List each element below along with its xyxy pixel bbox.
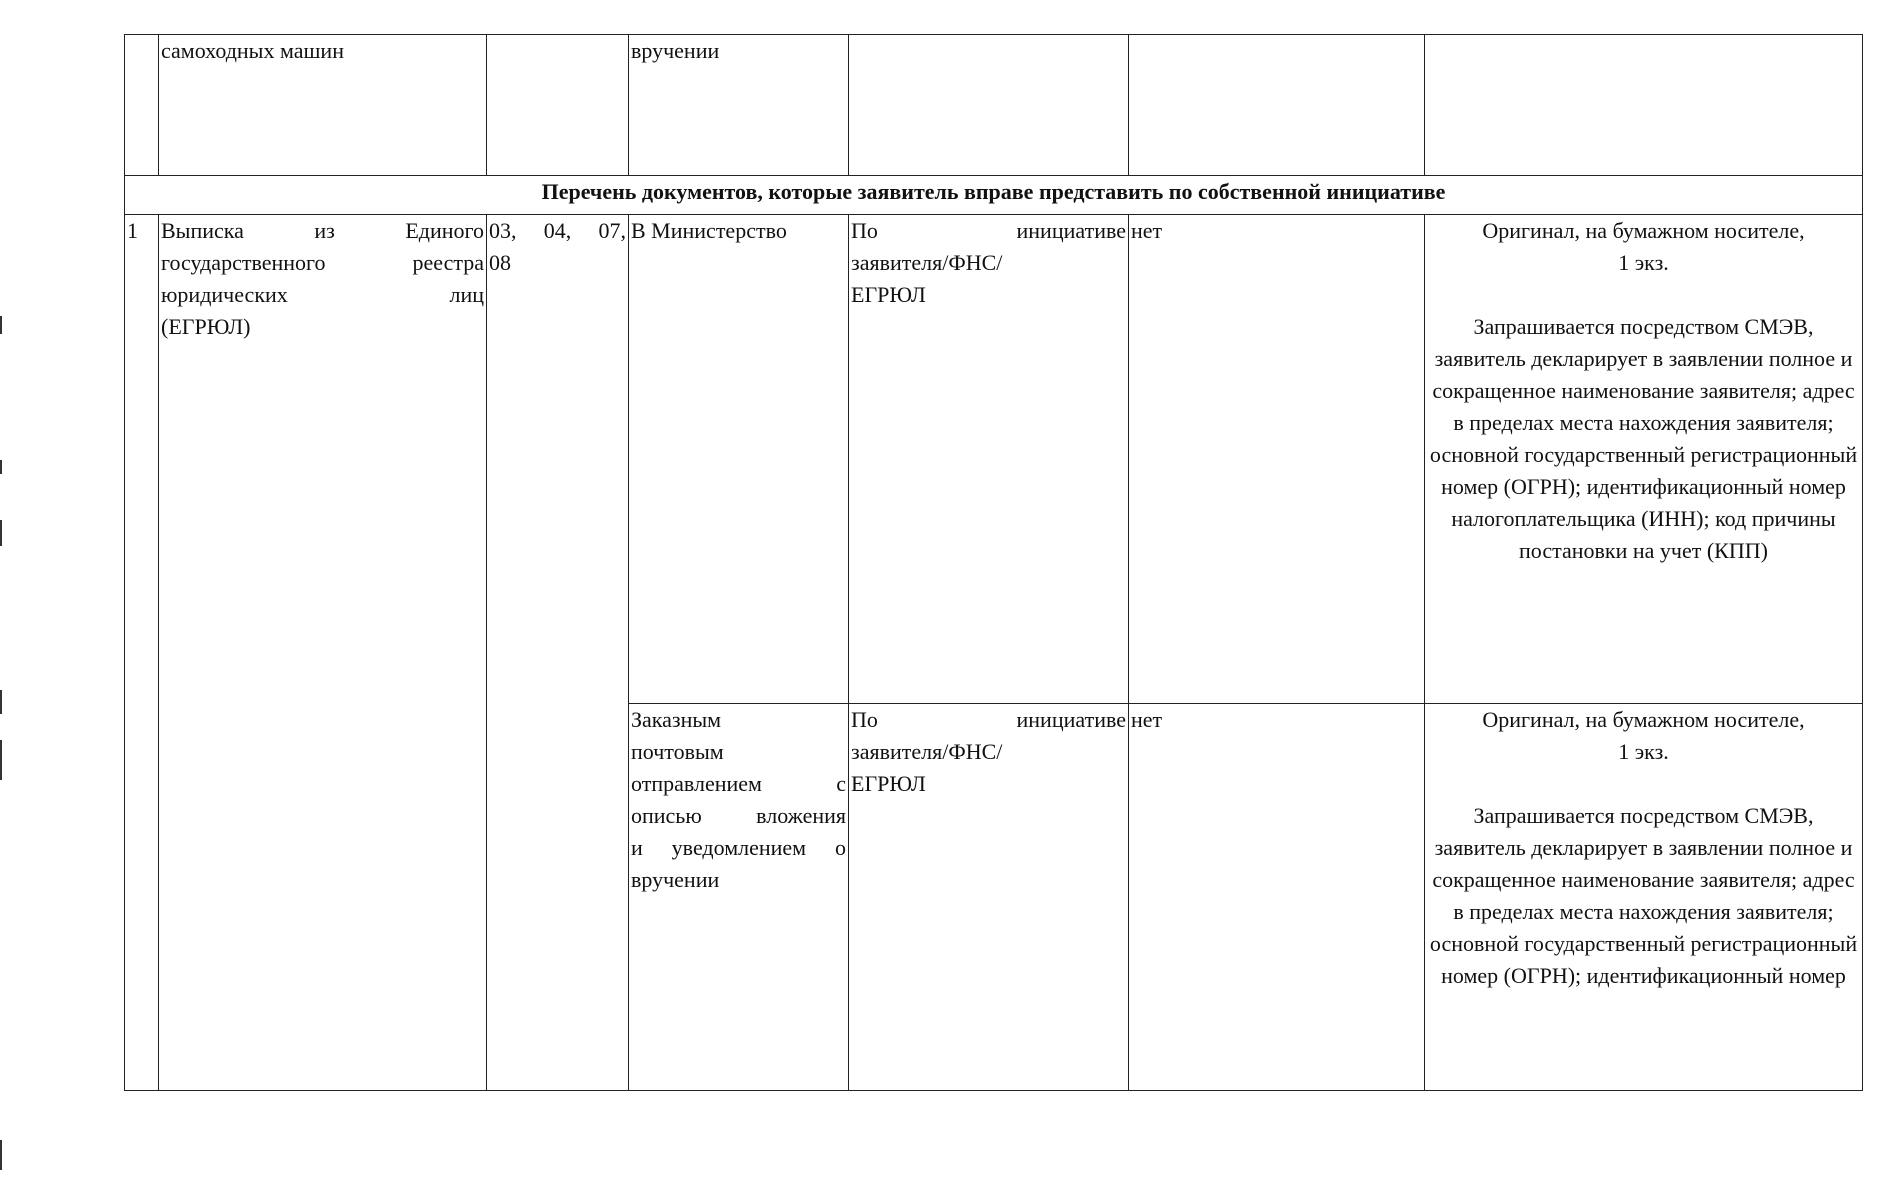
table-row-continued xyxy=(125,35,1863,176)
scan-artifact-mark xyxy=(0,316,2,334)
table-row xyxy=(125,215,1863,704)
cell-source xyxy=(849,704,1129,1091)
doc-name-line: юридических лиц xyxy=(161,282,484,307)
form-note: Запрашивается посредством СМЭВ, заявитель декларирует в заявлении полное и сокращенное наименование заявителя; адрес в пределах места нахождения заявителя; основной государственный регистрационный номер (ОГРН); идентификационный номер налогоплательщика (ИНН); код причины постановки на учет (КПП) xyxy=(1429,314,1858,563)
source-line: заявителя/ФНС/ xyxy=(851,250,1003,275)
form-copies: 1 экз. xyxy=(1618,250,1669,275)
doc-name-line: государственного реестра xyxy=(161,250,484,275)
section-header-row xyxy=(125,176,1863,215)
cell-form xyxy=(1425,704,1863,1091)
cell-flag: нет xyxy=(1129,704,1425,1091)
scan-artifact-mark xyxy=(0,460,2,474)
cell-flag xyxy=(1129,35,1425,176)
cell-codes xyxy=(487,35,629,176)
scan-artifact-mark xyxy=(0,690,2,714)
cell-source xyxy=(849,215,1129,704)
cell-row-number: 1 xyxy=(125,215,159,1091)
form-copies: 1 экз. xyxy=(1618,739,1669,764)
method-line: и уведомлением о xyxy=(631,835,846,860)
cell-doc-name: самоходных машин xyxy=(159,35,487,176)
method-line: вручении xyxy=(631,867,720,892)
cell-num-empty xyxy=(125,35,159,176)
doc-name-line: (ЕГРЮЛ) xyxy=(161,314,251,339)
method-line: Заказным xyxy=(631,707,722,732)
form-note: Запрашивается посредством СМЭВ, заявитель декларирует в заявлении полное и сокращенное наименование заявителя; адрес в пределах места нахождения заявителя; основной государственный регистрационный номер (ОГРН); идентификационный номер xyxy=(1429,803,1858,988)
codes-line: 08 xyxy=(489,250,511,275)
cell-form xyxy=(1425,215,1863,704)
source-line: По инициативе xyxy=(851,218,1126,243)
source-line: ЕГРЮЛ xyxy=(851,282,926,307)
cell-method xyxy=(629,704,849,1091)
cell-method: В Министерство xyxy=(629,215,849,704)
codes-line: 03, 04, 07, xyxy=(489,218,626,243)
cell-doc-name xyxy=(159,215,487,1091)
source-line: По инициативе xyxy=(851,707,1126,732)
cell-method: вручении xyxy=(629,35,849,176)
scan-artifact-mark xyxy=(0,520,2,546)
scan-artifact-mark xyxy=(0,1140,2,1170)
doc-name-line: Выписка из Единого xyxy=(161,218,484,243)
documents-table xyxy=(124,34,1863,1091)
method-line: описью вложения xyxy=(631,803,846,828)
cell-codes xyxy=(487,215,629,1091)
method-line: почтовым xyxy=(631,739,724,764)
source-line: заявителя/ФНС/ xyxy=(851,739,1003,764)
form-line: Оригинал, на бумажном носителе, xyxy=(1482,707,1805,732)
cell-flag: нет xyxy=(1129,215,1425,704)
cell-source xyxy=(849,35,1129,176)
method-line: отправлением с xyxy=(631,771,846,796)
form-line: Оригинал, на бумажном носителе, xyxy=(1482,218,1805,243)
section-title: Перечень документов, которые заявитель вправе представить по собственной инициативе xyxy=(125,176,1863,215)
cell-form xyxy=(1425,35,1863,176)
scan-artifact-mark xyxy=(0,740,2,780)
source-line: ЕГРЮЛ xyxy=(851,771,926,796)
